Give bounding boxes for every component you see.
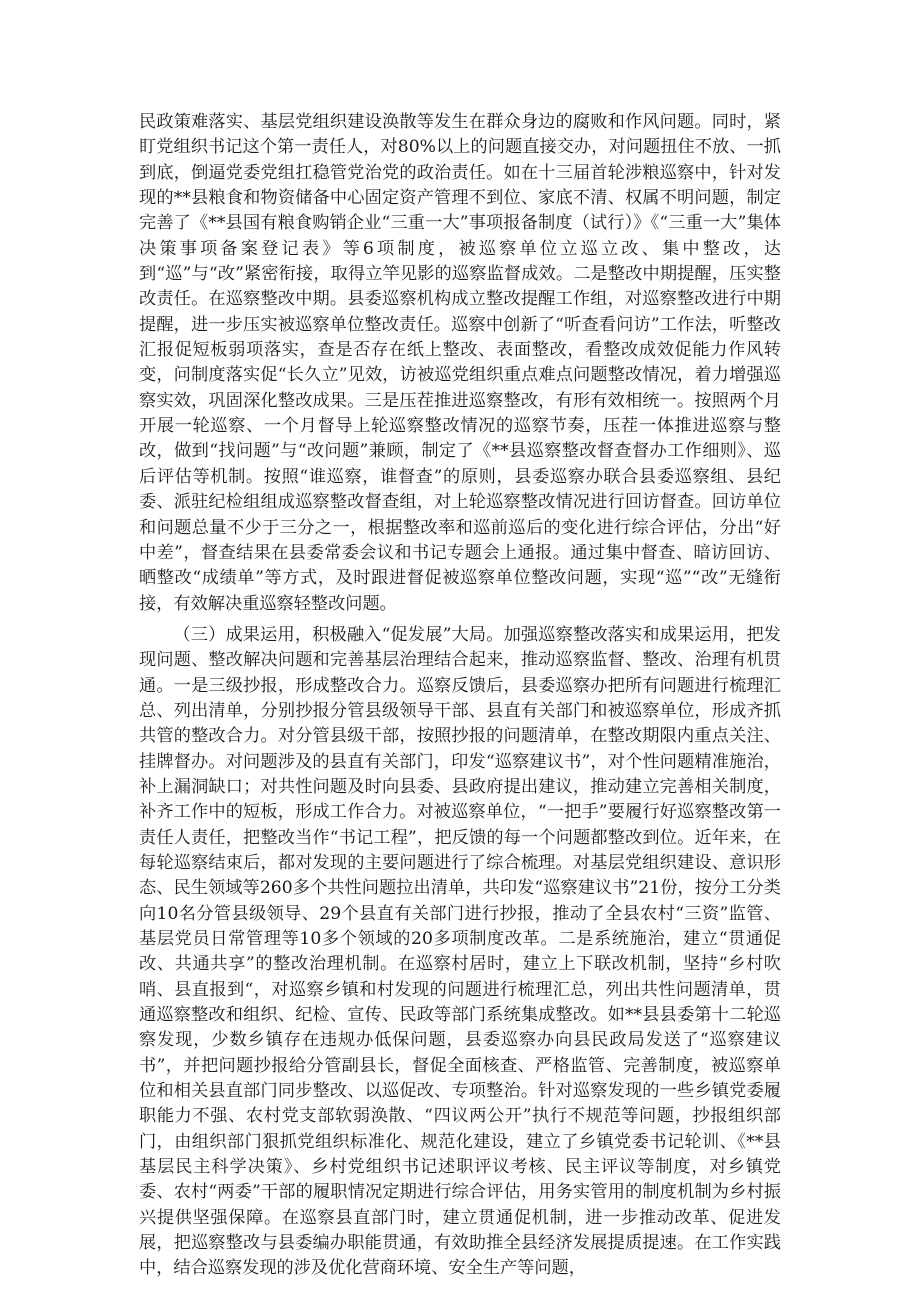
paragraph-inspection-rectification: 民政策难落实、基层党组织建设涣散等发生在群众身边的腐败和作风问题。同时，紧盯党组织书记这个第一责任人，对80%以上的问题直接交办，对问题扭住不放、一抓到底，倒逼党委党组扛稳管党治党的政治责任。如在十三届首轮涉粮巡察中，针对发现的**县粮食和物资储备中心固定资产管理不到位、家底不清、权属不明问题，制定完善了《**县国有粮食购销企业“三重一大”事项报备制度（试行）》《“三重一大”集体决策事项备案登记表》等6项制度，被巡察单位立巡立改、集中整改，达到“巡”与“改”紧密衔接，取得立竿见影的巡察监督成效。二是整改中期提醒，压实整改责任。在巡察整改中期。县委巡察机构成立整改提醒工作组，对巡察整改进行中期提醒，进一步压实被巡察单位整改责任。巡察中创新了“听查看问访”工作法，听整改汇报促短板弱项落实，查是否存在纸上整改、表面整改，看整改成效促能力作风转变，问制度落实促“长久立”见效，访被巡党组织重点难点问题整改情况，着力增强巡察实效，巩固深化整改成果。三是压茬推进巡察整改，有形有效相统一。按照两个月开展一轮巡察、一个月督导上轮巡察整改情况的巡察节奏，压茬一体推进巡察与整改，做到“找问题”与“改问题”兼顾，制定了《**县巡察整改督查督办工作细则》、巡后评估等机制。按照“谁巡察，谁督查”的原则，县委巡察办联合县委巡察组、县纪委、派驻纪检组组成巡察整改督查组，对上轮巡察整改情况进行回访督查。回访单位和问题总量不少于三分之一，根据整改率和巡前巡后的变化进行综合评估，分出“好中差”，督查结果在县委常委会议和书记专题会上通报。通过集中督查、暗访回访、晒整改“成绩单”等方式，及时跟进督促被巡察单位整改问题，实现“巡”“改”无缝衔接，有效解决重巡察轻整改问题。 xyxy=(139,112,781,614)
document-page xyxy=(139,110,781,1282)
paragraph-results-application: （三）成果运用，积极融入“促发展”大局。加强巡察整改落实和成果运用，把发现问题、整改解决问题和完善基层治理结合起来，推动巡察监督、整改、治理有机贯通。一是三级抄报，形成整改合力。巡察反馈后，县委巡察办把所有问题进行梳理汇总、列出清单，分别抄报分管县级领导干部、县直有关部门和被巡察单位，形成齐抓共管的整改合力。对分管县级干部，按照抄报的问题清单，在整改期限内重点关注、挂牌督办。对问题涉及的县直有关部门，印发“巡察建议书”，对个性问题精准施治，补上漏洞缺口；对共性问题及时向县委、县政府提出建议，推动建立完善相关制度，补齐工作中的短板，形成工作合力。对被巡察单位，“一把手”要履行好巡察整改第一责任人责任，把整改当作“书记工程”，把反馈的每一个问题都整改到位。近年来，在每轮巡察结束后，都对发现的主要问题进行了综合梳理。对基层党组织建设、意识形态、民生领域等260多个共性问题拉出清单，共印发“巡察建议书”21份，按分工分类向10名分管县级领导、29个县直有关部门进行抄报，推动了全县农村“三资”监管、基层党员日常管理等10多个领域的20多项制度改革。二是系统施治，建立“贯通促改、共通共享”的整改治理机制。在巡察村居时，建立上下联改机制，坚持“乡村吹哨、县直报到“，对巡察乡镇和村发现的问题进行梳理汇总，列出共性问题清单，贯通巡察整改和组织、纪检、宣传、民政等部门系统集成整改。如**县县委第十二轮巡察发现，少数乡镇存在违规办低保问题，县委巡察办向县民政局发送了“巡察建议书”，并把问题抄报给分管副县长，督促全面核查、严格监管、完善制度，被巡察单位和相关县直部门同步整改、以巡促改、专项整治。针对巡察发现的一些乡镇党委履职能力不强、农村党支部软弱涣散、“四议两公开”执行不规范等问题，抄报组织部门，由组织部门狠抓党组织标准化、规范化建设，建立了乡镇党委书记轮训、《**县基层民主科学决策》、乡村党组织书记述职评议考核、民主评议等制度，对乡镇党委、农村“两委”干部的履职情况定期进行综合评估，用务实管用的制度机制为乡村振兴提供坚强保障。在巡察县直部门时，建立贯通促机制，进一步推动改革、促进发展，把巡察整改与县委编办职能贯通，有效助推全县经济发展提质提速。在工作实践中，结合巡察发现的涉及优化营商环境、安全生产等问题， xyxy=(139,624,781,1279)
